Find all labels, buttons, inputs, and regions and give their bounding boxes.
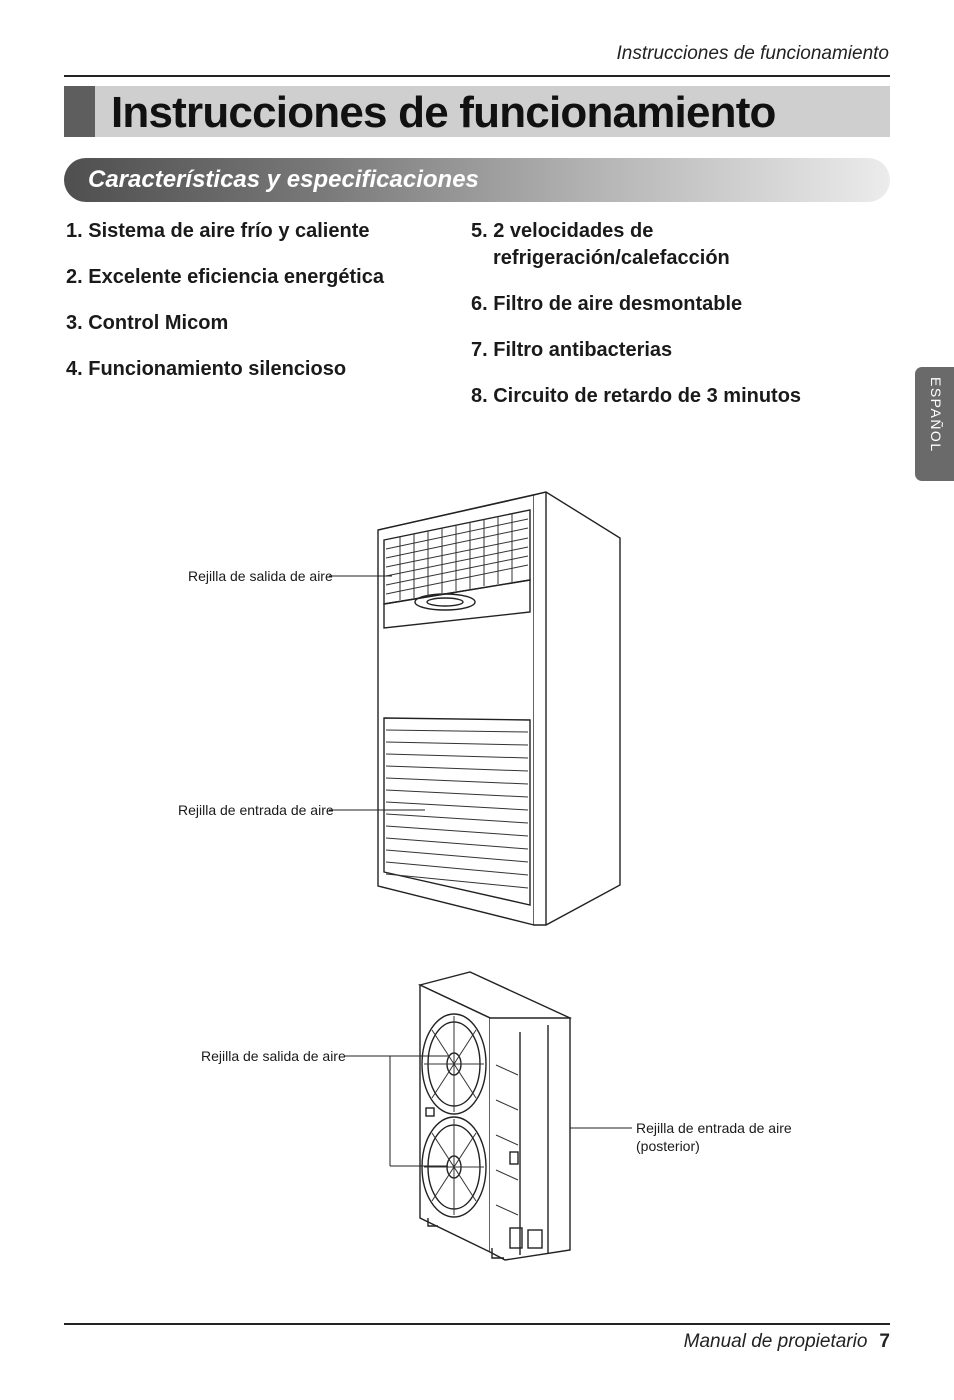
- feature-item: 4. Funcionamiento silencioso: [66, 358, 347, 380]
- footer: [684, 1331, 890, 1353]
- feature-item: 6. Filtro de aire desmontable: [471, 293, 743, 315]
- feature-item-continuation: refrigeración/calefacción: [493, 247, 730, 269]
- outdoor-inlet-label: [636, 1119, 792, 1155]
- outdoor-inlet-label-line1: Rejilla de entrada de aire: [636, 1120, 792, 1136]
- section-title: Características y especificaciones: [88, 166, 479, 193]
- indoor-outlet-label: Rejilla de salida de aire: [188, 568, 333, 584]
- language-tab-label: ESPAÑOL: [928, 377, 944, 453]
- outdoor-outlet-label: Rejilla de salida de aire: [201, 1048, 346, 1064]
- feature-item: 5. 2 velocidades de: [471, 220, 654, 242]
- indoor-inlet-label: Rejilla de entrada de aire: [178, 802, 334, 818]
- feature-item: 3. Control Micom: [66, 312, 229, 334]
- feature-item: 1. Sistema de aire frío y caliente: [66, 220, 370, 242]
- bottom-rule: [64, 1323, 890, 1325]
- page-title: Instrucciones de funcionamiento: [111, 88, 776, 137]
- page-number: 7: [879, 1331, 890, 1352]
- feature-item: 7. Filtro antibacterias: [471, 339, 673, 361]
- outdoor-inlet-label-line2: (posterior): [636, 1138, 700, 1154]
- feature-item: 2. Excelente eficiencia energética: [66, 266, 384, 288]
- feature-item: 8. Circuito de retardo de 3 minutos: [471, 385, 802, 407]
- footer-text: Manual de propietario: [683, 1331, 868, 1352]
- running-header: Instrucciones de funcionamiento: [616, 43, 889, 64]
